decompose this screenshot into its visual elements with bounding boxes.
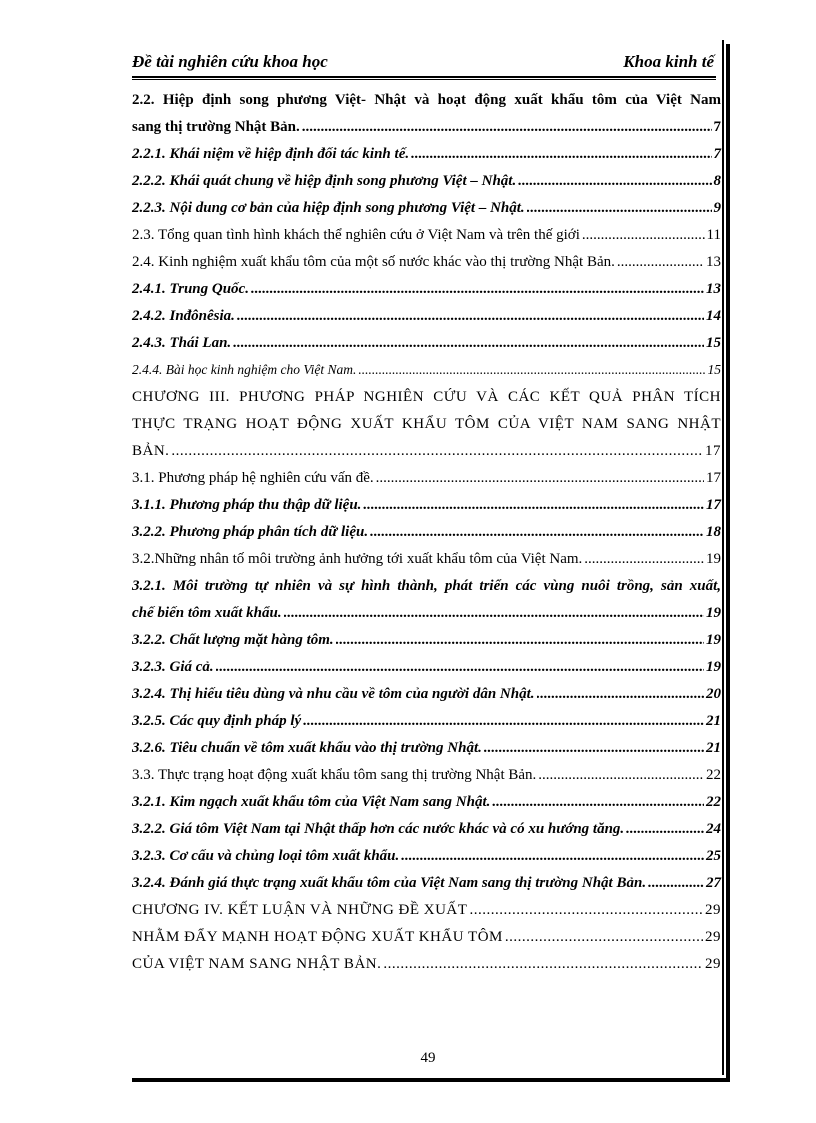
toc-page-number: 20 — [706, 686, 721, 702]
toc-entry-title: 3.2.4. Thị hiếu tiêu dùng và nhu cầu về tôm của người dân Nhật. — [132, 686, 535, 702]
toc-leader-dots — [626, 819, 704, 839]
toc-leader-dots — [383, 954, 703, 974]
header-left-title: Đề tài nghiên cứu khoa học — [132, 52, 328, 71]
toc-page-number: 21 — [706, 740, 721, 756]
toc-entry-line: THỰC TRẠNG HOẠT ĐỘNG XUẤT KHẨU TÔM CỦA VIỆT NAM SANG NHẬT — [132, 416, 721, 432]
toc-entry-last-line — [132, 252, 721, 279]
toc-entry-last-line — [132, 198, 721, 225]
toc-leader-dots — [363, 495, 704, 515]
page-border-right — [722, 40, 724, 1075]
toc-leader-dots — [336, 630, 704, 650]
toc-entry[interactable] — [132, 819, 721, 846]
header-rule — [132, 76, 716, 78]
toc-page-number: 19 — [706, 605, 721, 621]
table-of-contents — [132, 90, 721, 981]
toc-page-number: 9 — [713, 200, 721, 216]
toc-entry[interactable] — [132, 360, 721, 387]
toc-entry-last-line — [132, 630, 721, 657]
header-right-title: Khoa kinh tế — [623, 52, 714, 71]
toc-entry-last-line — [132, 792, 721, 819]
toc-entry[interactable] — [132, 630, 721, 657]
toc-page-number: 15 — [707, 362, 721, 377]
page-border-bottom — [132, 1078, 730, 1082]
toc-entry[interactable] — [132, 927, 721, 954]
toc-entry-last-line — [132, 279, 721, 306]
header-rule-thin — [132, 79, 716, 80]
toc-entry-title: CHƯƠNG IV. KẾT LUẬN VÀ NHỮNG ĐỀ XUẤT — [132, 902, 468, 918]
toc-entry-last-line — [132, 495, 721, 522]
toc-entry-title: 3.2.2. Giá tôm Việt Nam tại Nhật thấp hơn các nước khác và có xu hướng tăng. — [132, 821, 625, 837]
toc-entry[interactable] — [132, 198, 721, 225]
toc-leader-dots — [401, 846, 704, 866]
toc-leader-dots — [469, 900, 703, 920]
toc-leader-dots — [484, 738, 704, 758]
toc-entry-last-line — [132, 225, 721, 252]
toc-page-number: 17 — [706, 470, 721, 486]
toc-leader-dots — [216, 657, 704, 677]
toc-entry-title: 2.4. Kinh nghiệm xuất khẩu tôm của một số nước khác vào thị trường Nhật Bản. — [132, 254, 615, 270]
toc-entry-last-line — [132, 900, 721, 927]
toc-entry-title: 3.2.5. Các quy định pháp lý — [132, 713, 302, 729]
toc-entry[interactable] — [132, 549, 721, 576]
toc-entry-title: 2.2.1. Khái niệm về hiệp định đối tác kinh tế. — [132, 146, 410, 162]
toc-entry-title: 3.2.3. Cơ cấu và chủng loại tôm xuất khẩu. — [132, 848, 400, 864]
toc-entry-title: 3.1. Phương pháp hệ nghiên cứu vấn đề. — [132, 470, 374, 486]
toc-leader-dots — [537, 684, 704, 704]
toc-leader-dots — [284, 603, 704, 623]
toc-leader-dots — [492, 792, 704, 812]
toc-page-number: 22 — [706, 767, 721, 783]
page-header — [132, 48, 714, 76]
toc-leader-dots — [237, 306, 704, 326]
toc-page-number: 29 — [705, 902, 721, 918]
toc-entry-last-line — [132, 441, 721, 468]
toc-entry[interactable] — [132, 252, 721, 279]
toc-entry-last-line — [132, 468, 721, 495]
page-border-shadow — [726, 44, 730, 1079]
toc-entry-last-line — [132, 927, 721, 954]
toc-entry-title: 2.4.1. Trung Quốc. — [132, 281, 249, 297]
toc-page-number: 22 — [706, 794, 721, 810]
toc-page-number: 13 — [706, 254, 721, 270]
toc-leader-dots — [376, 468, 704, 488]
toc-page-number: 14 — [706, 308, 721, 324]
toc-entry[interactable] — [132, 90, 721, 144]
toc-leader-dots — [538, 765, 704, 785]
toc-entry-last-line — [132, 873, 721, 900]
toc-entry-title: 3.3. Thực trạng hoạt động xuất khẩu tôm sang thị trường Nhật Bản. — [132, 767, 537, 783]
toc-leader-dots — [251, 279, 704, 299]
toc-entry-title: CỦA VIỆT NAM SANG NHẬT BẢN. — [132, 956, 382, 972]
toc-entry[interactable] — [132, 765, 721, 792]
toc-page-number: 24 — [706, 821, 721, 837]
toc-entry-line: CHƯƠNG III. PHƯƠNG PHÁP NGHIÊN CỨU VÀ CÁC KẾT QUẢ PHÂN TÍCH — [132, 389, 721, 405]
toc-entry[interactable] — [132, 684, 721, 711]
toc-page-number: 17 — [705, 443, 721, 459]
toc-entry-last-line — [132, 306, 721, 333]
toc-leader-dots — [648, 873, 704, 893]
toc-leader-dots — [358, 360, 705, 380]
toc-leader-dots — [617, 252, 704, 272]
toc-leader-dots — [171, 441, 703, 461]
toc-entry-title: 2.4.3. Thái Lan. — [132, 335, 232, 351]
toc-entry-last-line — [132, 846, 721, 873]
toc-page-number: 7 — [713, 146, 721, 162]
toc-entry-title: 2.4.4. Bài học kinh nghiệm cho Việt Nam. — [132, 362, 357, 377]
toc-entry[interactable] — [132, 333, 721, 360]
toc-page-number: 8 — [713, 173, 721, 189]
toc-entry-title: 2.4.2. Inđônêsia. — [132, 308, 235, 324]
toc-entry-title: 3.2.3. Giá cả. — [132, 659, 214, 675]
toc-entry-last-line — [132, 657, 721, 684]
toc-entry-title: chế biến tôm xuất khẩu. — [132, 605, 282, 621]
toc-entry[interactable] — [132, 144, 721, 171]
toc-entry[interactable] — [132, 279, 721, 306]
toc-entry-last-line — [132, 738, 721, 765]
toc-entry-line: 2.2. Hiệp định song phương Việt- Nhật và hoạt động xuất khẩu tôm của Việt Nam — [132, 92, 721, 108]
toc-entry-last-line — [132, 549, 721, 576]
toc-entry-title: 3.2.2. Phương pháp phân tích dữ liệu. — [132, 524, 369, 540]
toc-entry-line: 3.2.1. Môi trường tự nhiên và sự hình thành, phát triển các vùng nuôi trồng, sản xuất, — [132, 578, 721, 594]
toc-entry-last-line — [132, 117, 721, 144]
toc-page-number: 29 — [705, 956, 721, 972]
page-number: 49 — [420, 1050, 436, 1066]
toc-entry[interactable] — [132, 576, 721, 630]
toc-leader-dots — [411, 144, 711, 164]
toc-leader-dots — [302, 117, 712, 137]
toc-page-number: 15 — [706, 335, 721, 351]
toc-page-number: 13 — [706, 281, 721, 297]
toc-leader-dots — [233, 333, 704, 353]
toc-entry[interactable] — [132, 468, 721, 495]
toc-leader-dots — [527, 198, 712, 218]
toc-entry[interactable] — [132, 792, 721, 819]
toc-entry[interactable] — [132, 738, 721, 765]
toc-entry-last-line — [132, 765, 721, 792]
toc-entry-title: 2.2.3. Nội dung cơ bản của hiệp định song phương Việt – Nhật. — [132, 200, 525, 216]
toc-entry[interactable] — [132, 657, 721, 684]
toc-entry-title: NHẰM ĐẨY MẠNH HOẠT ĐỘNG XUẤT KHẨU TÔM — [132, 929, 503, 945]
toc-entry-title: 2.2.2. Khái quát chung về hiệp định song phương Việt – Nhật. — [132, 173, 517, 189]
toc-entry-title: BẢN. — [132, 443, 170, 459]
toc-page-number: 19 — [706, 551, 721, 567]
toc-entry-title: sang thị trường Nhật Bản. — [132, 119, 300, 135]
toc-entry-title: 2.3. Tổng quan tình hình khách thể nghiên cứu ở Việt Nam và trên thế giới — [132, 227, 580, 243]
toc-entry[interactable] — [132, 873, 721, 900]
toc-leader-dots — [505, 927, 703, 947]
toc-entry[interactable] — [132, 495, 721, 522]
toc-entry[interactable] — [132, 900, 721, 927]
toc-page-number: 25 — [706, 848, 721, 864]
toc-entry-title: 3.2.4. Đánh giá thực trạng xuất khẩu tôm của Việt Nam sang thị trường Nhật Bản. — [132, 875, 647, 891]
toc-entry-last-line — [132, 144, 721, 171]
toc-leader-dots — [582, 225, 705, 245]
toc-page-number: 27 — [706, 875, 721, 891]
toc-leader-dots — [518, 171, 711, 191]
toc-page-number: 18 — [706, 524, 721, 540]
toc-entry-last-line — [132, 333, 721, 360]
toc-entry-title: 3.2.Những nhân tố môi trường ảnh hưởng tới xuất khẩu tôm của Việt Nam. — [132, 551, 583, 567]
toc-page-number: 21 — [706, 713, 721, 729]
toc-entry-title: 3.2.2. Chất lượng mặt hàng tôm. — [132, 632, 334, 648]
toc-entry-last-line — [132, 360, 721, 387]
toc-entry-title: 3.1.1. Phương pháp thu thập dữ liệu. — [132, 497, 362, 513]
toc-entry-last-line — [132, 522, 721, 549]
toc-entry[interactable] — [132, 846, 721, 873]
toc-leader-dots — [584, 549, 704, 569]
toc-entry[interactable] — [132, 225, 721, 252]
toc-entry[interactable] — [132, 711, 721, 738]
toc-entry-last-line — [132, 819, 721, 846]
toc-leader-dots — [303, 711, 704, 731]
toc-page-number: 19 — [706, 632, 721, 648]
toc-entry-last-line — [132, 603, 721, 630]
toc-entry[interactable] — [132, 954, 721, 981]
toc-entry[interactable] — [132, 171, 721, 198]
toc-entry-title: 3.2.6. Tiêu chuẩn về tôm xuất khẩu vào thị trường Nhật. — [132, 740, 482, 756]
toc-page-number: 7 — [713, 119, 721, 135]
toc-page-number: 11 — [706, 227, 721, 243]
toc-page-number: 17 — [706, 497, 721, 513]
toc-page-number: 19 — [706, 659, 721, 675]
toc-entry-last-line — [132, 954, 721, 981]
toc-entry[interactable] — [132, 522, 721, 549]
toc-leader-dots — [370, 522, 704, 542]
toc-entry[interactable] — [132, 306, 721, 333]
toc-entry-last-line — [132, 711, 721, 738]
toc-entry[interactable] — [132, 387, 721, 468]
toc-page-number: 29 — [705, 929, 721, 945]
toc-entry-title: 3.2.1. Kim ngạch xuất khẩu tôm của Việt Nam sang Nhật. — [132, 794, 491, 810]
toc-entry-last-line — [132, 171, 721, 198]
toc-entry-last-line — [132, 684, 721, 711]
